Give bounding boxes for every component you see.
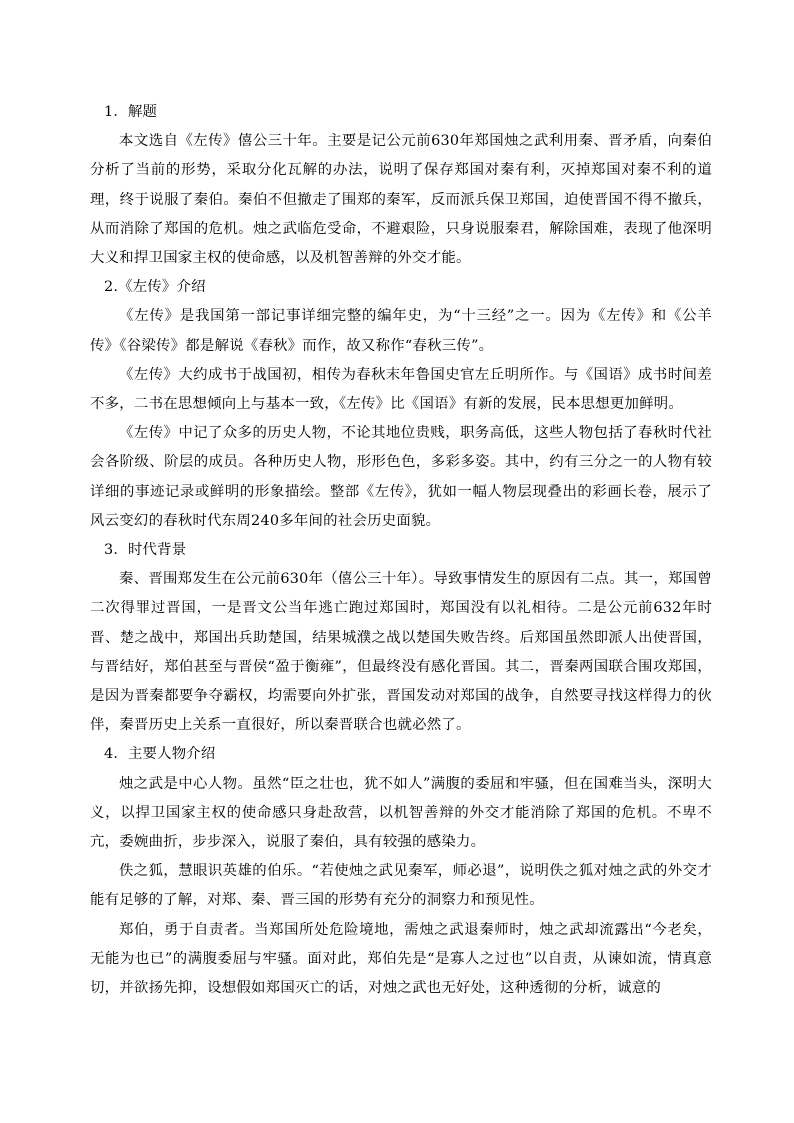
paragraph-background: 秦、晋围郑发生在公元前630年（僖公三十年）。导致事情发生的原因有二点。其一，郑国曾二次得罪过晋国，一是晋文公当年逃亡跑过郑国时，郑国没有以礼相待。二是公元前632年时晋、楚之战中，郑国出兵助楚国，结果城濮之战以楚国失败告终。后郑国虽然即派人出使晋国，与晋结好，郑伯甚至与晋侯“盈于衡雍”，但最终没有感化晋国。其二，晋秦两国联合围攻郑国，是因为晋秦都要争夺霸权，均需要向外扩张，晋国发动对郑国的战争，自然要寻找这样得力的伙伴，秦晋历史上关系一直很好，所以秦晋联合也就必然了。 bbox=[90, 571, 712, 734]
paragraph-yizhihu: 佚之狐，慧眼识英雄的伯乐。“若使烛之武见秦军，师必退”，说明佚之狐对烛之武的外交才能有足够的了解，对郑、秦、晋三国的形势有充分的洞察力和预见性。 bbox=[90, 863, 712, 909]
document-body bbox=[90, 98, 712, 1003]
section-heading-characters: 4．主要人物介绍 bbox=[104, 746, 216, 763]
paragraph-zuozhuan-3: 《左传》中记了众多的历史人物，不论其地位贵贱，职务高低，这些人物包括了春秋时代社会各阶级、阶层的成员。各种历史人物，形形色色，多彩多姿。其中，约有三分之一的人物有较详细的事迹记录或鲜明的形象描绘。整部《左传》，犹如一幅人物层现叠出的彩画长卷，展示了风云变幻的春秋时代东周240多年间的社会历史面貌。 bbox=[90, 425, 712, 529]
section-heading-zuozhuan: 2.《左传》介绍 bbox=[104, 279, 206, 296]
section-heading-jieti: 1．解题 bbox=[104, 104, 158, 120]
paragraph-zuozhuan-2: 《左传》大约成书于战国初，相传为春秋末年鲁国史官左丘明所作。与《国语》成书时间差不多，二书在思想倾向上与基本一致，《左传》比《国语》有新的发展，民本思想更加鲜明。 bbox=[90, 366, 712, 413]
paragraph-zuozhuan-1: 《左传》是我国第一部记事详细完整的编年史，为“十三经”之一。因为《左传》和《公羊传》《谷梁传》都是解说《春秋》而作，故又称作“春秋三传”。 bbox=[90, 308, 712, 354]
section-heading-background: 3．时代背景 bbox=[104, 542, 187, 559]
paragraph-zhuzhiwu: 烛之武是中心人物。虽然“臣之壮也，犹不如人”满腹的委屈和牢骚，但在国难当头，深明大义，以捍卫国家主权的使命感只身赴敌营，以机智善辩的外交才能消除了郑国的危机。不卑不亢，委婉曲折，步步深入，说服了秦伯，具有较强的感染力。 bbox=[90, 775, 712, 851]
paragraph-jieti: 本文选自《左传》僖公三十年。主要是记公元前630年郑国烛之武利用秦、晋矛盾，向秦伯分析了当前的形势，采取分化瓦解的办法，说明了保存郑国对秦有利，灭掉郑国对秦不利的道理，终于说服了秦伯。秦伯不但撤走了围郑的秦军，反而派兵保卫郑国，迫使晋国不得不撤兵，从而消除了郑国的危机。烛之武临危受命，不避艰险，只身说服秦君，解除国难，表现了他深明大义和捍卫国家主权的使命感，以及机智善辩的外交才能。 bbox=[90, 133, 712, 267]
paragraph-zhengbo: 郑伯，勇于自责者。当郑国所处危险境地，需烛之武退秦师时，烛之武却流露出“今老矣，无能为也已”的满腹委屈与牢骚。面对此，郑伯先是“是寡人之过也”以自责，从谏如流，情真意切，并欲扬先抑，设想假如郑国灭亡的话，对烛之武也无好处，这种透彻的分析，诚意的 bbox=[90, 921, 712, 997]
